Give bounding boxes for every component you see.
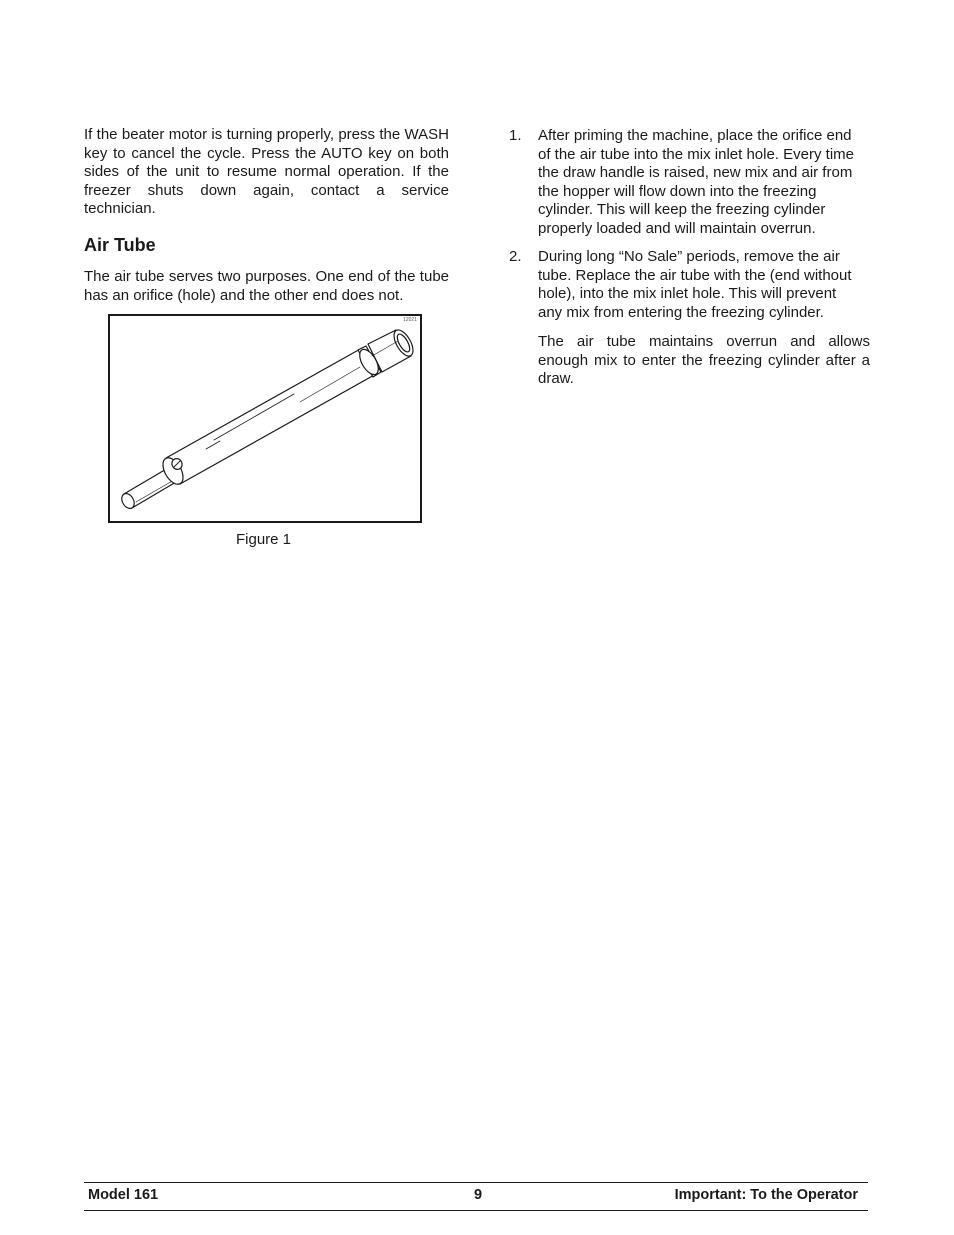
list-item	[538, 127, 870, 239]
list-item-number: 2.	[509, 248, 522, 265]
figure-id: 12021	[403, 317, 417, 323]
footer-section-title: Important: To the Operator	[674, 1187, 858, 1203]
note-line: enough mix to enter the freezing cylinder after a	[538, 351, 870, 369]
footer-page-number: 9	[474, 1187, 483, 1203]
intro-line: technician.	[84, 200, 156, 218]
footer-top-rule	[84, 1182, 868, 1183]
note-line: The air tube maintains overrun and allows	[538, 333, 870, 350]
list-item-line: During long “No Sale” periods, remove the air	[538, 248, 840, 265]
list-item-line: tube. Replace the air tube with the (end without	[538, 266, 852, 284]
list-item-line: any mix from entering the freezing cylinder.	[538, 303, 824, 321]
section-line: The air tube serves two purposes. One end of the tube	[84, 268, 449, 285]
list-item-line: cylinder. This will keep the freezing cylinder	[538, 201, 826, 219]
intro-line: sides of the unit to resume normal operation. If the	[84, 163, 449, 181]
intro-paragraph	[84, 126, 449, 219]
intro-line: key to cancel the cycle. Press the AUTO key on both	[84, 144, 449, 162]
intro-line: freezer shuts down again, contact a service	[84, 181, 449, 199]
intro-line: If the beater motor is turning properly, press the WASH	[84, 126, 449, 143]
footer-model: Model 161	[88, 1187, 159, 1203]
list-item-line: After priming the machine, place the orifice end	[538, 127, 852, 144]
figure-air-tube	[108, 314, 422, 523]
list-item-number: 1.	[509, 127, 522, 144]
section-line: has an orifice (hole) and the other end does not.	[84, 286, 404, 304]
list-item	[538, 248, 870, 322]
figure-caption: Figure 1	[236, 531, 292, 548]
list-item-line: the draw handle is raised, new mix and air from	[538, 164, 853, 182]
list-item-line: the hopper will flow down into the freezing	[538, 182, 817, 200]
footer-bottom-rule	[84, 1210, 868, 1211]
list-item-line: of the air tube into the mix inlet hole. Every time	[538, 145, 854, 163]
list-item-line: hole), into the mix inlet hole. This will prevent	[538, 285, 837, 303]
section-heading: Air Tube	[84, 235, 156, 255]
list-item-line: properly loaded and will maintain overrun.	[538, 219, 816, 237]
section-paragraph	[84, 268, 449, 305]
note-line: draw.	[538, 370, 574, 388]
note-paragraph	[538, 333, 870, 389]
air-tube-illustration	[110, 316, 420, 521]
